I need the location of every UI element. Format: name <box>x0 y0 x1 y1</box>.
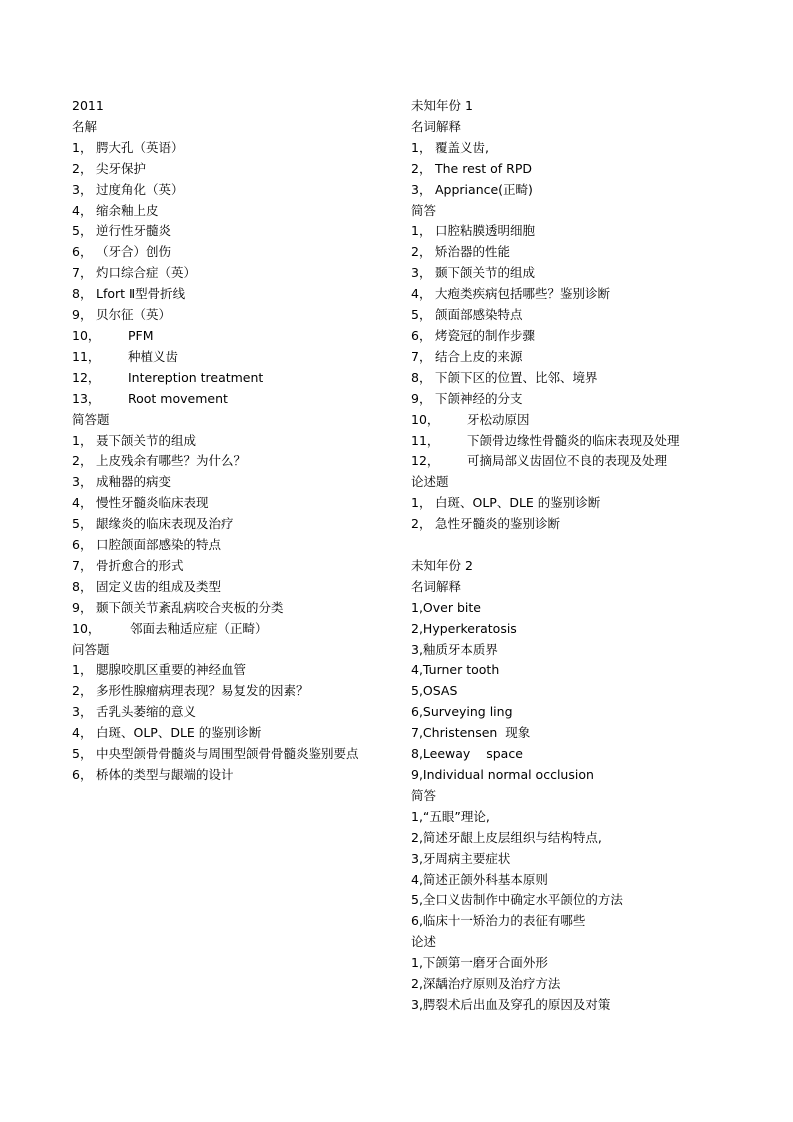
subsection-title: 简答 <box>411 787 437 803</box>
item-text: 腮腺咬肌区重要的神经血管 <box>96 662 247 678</box>
item-text: Intereption treatment <box>128 369 264 385</box>
list-item: 2,Hyperkeratosis <box>411 620 517 636</box>
item-text: 骨折愈合的形式 <box>96 557 184 573</box>
item-text: 缩余釉上皮 <box>96 202 159 218</box>
item-text: 中央型颌骨骨髓炎与周围型颌骨骨髓炎鉴别要点 <box>96 746 359 762</box>
item-text: 多形性腺瘤病理表现？易复发的因素？ <box>96 683 309 699</box>
item-number: 6， <box>411 327 432 343</box>
spacer <box>411 535 711 556</box>
item-text: 大疱类疾病包括哪些？鉴别诊断 <box>435 286 611 302</box>
list-item <box>72 284 390 305</box>
item-text: 白斑、OLP、DLE 的鉴别诊断 <box>96 725 262 741</box>
item-number: 3， <box>72 474 93 490</box>
item-number: 4， <box>72 495 93 511</box>
list-item <box>411 451 711 472</box>
item-text: 矫治器的性能 <box>435 244 511 260</box>
list-item <box>411 368 711 389</box>
subsection-title: 简答 <box>411 202 437 218</box>
list-item <box>72 221 390 242</box>
list-item: 3,牙周病主要症状 <box>411 850 511 866</box>
item-text: The rest of RPD <box>435 160 533 176</box>
list-item: 9,Individual normal occlusion <box>411 766 594 782</box>
list-item <box>411 180 711 201</box>
list-item <box>72 305 390 326</box>
list-item: 5,OSAS <box>411 683 458 699</box>
list-item <box>411 221 711 242</box>
item-number: 11， <box>72 348 101 364</box>
list-item <box>72 138 390 159</box>
year-heading: 2011 <box>72 98 104 113</box>
item-number: 5， <box>72 746 93 762</box>
item-number: 4， <box>72 725 93 741</box>
item-text: 结合上皮的来源 <box>435 348 523 364</box>
item-text: 颞下颌关节紊乱病咬合夹板的分类 <box>96 599 284 615</box>
item-text: 尖牙保护 <box>96 160 147 176</box>
item-number: 6， <box>72 244 93 260</box>
list-item <box>72 159 390 180</box>
list-item <box>411 305 711 326</box>
item-number: 5， <box>72 516 93 532</box>
list-item <box>72 201 390 222</box>
list-item: 3,釉质牙本质界 <box>411 641 498 657</box>
list-item <box>411 389 711 410</box>
item-text: 慢性牙髓炎临床表现 <box>96 495 209 511</box>
item-text: 舌乳头萎缩的意义 <box>96 704 197 720</box>
item-number: 5， <box>411 307 432 323</box>
list-item <box>411 159 711 180</box>
list-item: 4,简述正颌外科基本原则 <box>411 871 548 887</box>
item-text: 腭大孔（英语） <box>96 139 184 155</box>
item-text: 邻面去釉适应症（正畸） <box>130 620 268 636</box>
item-text: （牙合）创伤 <box>96 244 172 260</box>
list-item <box>72 389 390 410</box>
list-item <box>72 556 390 577</box>
item-text: 下颌下区的位置、比邻、境界 <box>435 369 598 385</box>
list-item <box>72 451 390 472</box>
item-text: Lfort Ⅱ型骨折线 <box>96 286 186 302</box>
item-number: 8， <box>72 578 93 594</box>
list-item: 5,全口义齿制作中确定水平颌位的方法 <box>411 892 623 908</box>
item-number: 2， <box>411 244 432 260</box>
item-number: 8， <box>72 286 93 302</box>
item-number: 3， <box>72 704 93 720</box>
item-text: 下颌骨边缘性骨髓炎的临床表现及处理 <box>467 432 680 448</box>
subsection-title: 名词解释 <box>411 118 462 134</box>
list-item <box>72 598 390 619</box>
item-number: 1， <box>72 139 93 155</box>
item-number: 1， <box>411 223 432 239</box>
list-item <box>411 284 711 305</box>
item-number: 13， <box>72 390 101 406</box>
item-number: 9， <box>411 390 432 406</box>
item-number: 10， <box>411 411 440 427</box>
list-item <box>72 681 390 702</box>
list-item <box>72 514 390 535</box>
item-text: 口腔粘膜透明细胞 <box>435 223 536 239</box>
list-item <box>72 660 390 681</box>
item-number: 9， <box>72 599 93 615</box>
list-item <box>72 723 390 744</box>
right-column <box>411 96 711 1016</box>
list-item <box>411 410 711 431</box>
item-number: 12， <box>411 453 440 469</box>
item-number: 7， <box>411 348 432 364</box>
list-item <box>72 472 390 493</box>
list-item <box>411 347 711 368</box>
item-text: PFM <box>128 327 154 343</box>
subsection-title: 名词解释 <box>411 578 462 594</box>
list-item: 4,Turner tooth <box>411 662 500 678</box>
item-number: 6， <box>72 537 93 553</box>
list-item: 6,临床十一矫治力的表征有哪些 <box>411 913 586 929</box>
item-number: 2， <box>411 516 432 532</box>
item-text: 可摘局部义齿固位不良的表现及处理 <box>467 453 668 469</box>
item-number: 3， <box>411 181 432 197</box>
list-item <box>72 744 390 765</box>
list-item: 7,Christensen 现象 <box>411 725 531 741</box>
item-text: 覆盖义齿, <box>435 139 489 155</box>
list-item <box>72 431 390 452</box>
item-text: 烤瓷冠的制作步骤 <box>435 327 536 343</box>
item-number: 12， <box>72 369 101 385</box>
subsection-title: 论述题 <box>411 474 449 490</box>
list-item <box>411 431 711 452</box>
item-text: 固定义齿的组成及类型 <box>96 578 222 594</box>
item-text: 桥体的类型与龈端的设计 <box>96 767 234 782</box>
subsection-title: 论述 <box>411 934 437 950</box>
list-item: 6,Surveying ling <box>411 704 513 720</box>
item-text: 贝尔征（英） <box>96 307 172 323</box>
item-number: 5， <box>72 223 93 239</box>
list-item <box>72 326 390 347</box>
item-number: 2， <box>72 160 93 176</box>
list-item <box>72 577 390 598</box>
list-item <box>72 180 390 201</box>
list-item <box>411 493 711 514</box>
item-text: 颞下颌关节的组成 <box>435 265 536 281</box>
item-text: 聂下颌关节的组成 <box>96 432 197 448</box>
item-text: 牙松动原因 <box>467 411 530 427</box>
item-number: 9， <box>72 307 93 323</box>
item-number: 2， <box>72 453 93 469</box>
list-item: 2,深龋治疗原则及治疗方法 <box>411 976 561 992</box>
left-column <box>72 96 390 786</box>
item-number: 7， <box>72 265 93 281</box>
item-text: 下颌神经的分支 <box>435 390 523 406</box>
item-number: 10， <box>72 327 101 343</box>
list-item <box>411 242 711 263</box>
list-item <box>72 242 390 263</box>
item-number: 8， <box>411 369 432 385</box>
item-number: 2， <box>411 160 432 176</box>
item-number: 2， <box>72 683 93 699</box>
item-text: 种植义齿 <box>128 348 179 364</box>
item-number: 4， <box>72 202 93 218</box>
item-text: 灼口综合症（英） <box>96 265 197 281</box>
list-item: 3,腭裂术后出血及穿孔的原因及对策 <box>411 996 611 1012</box>
item-text: 上皮残余有哪些？为什么？ <box>96 453 247 469</box>
section-title-mingjie: 名解 <box>72 118 98 134</box>
item-text: 逆行性牙髓炎 <box>96 223 172 239</box>
list-item <box>72 765 390 786</box>
item-text: 成釉器的病变 <box>96 474 172 490</box>
item-text: Root movement <box>128 390 228 406</box>
item-number: 1， <box>411 495 432 511</box>
item-text: 急性牙髓炎的鉴别诊断 <box>435 516 561 532</box>
list-item: 2,简述牙龈上皮层组织与结构特点, <box>411 829 602 845</box>
list-item <box>411 263 711 284</box>
item-number: 4， <box>411 286 432 302</box>
list-item: 1,“五眼”理论, <box>411 808 490 824</box>
item-text: 口腔颌面部感染的特点 <box>96 537 222 553</box>
item-number: 3， <box>411 265 432 281</box>
list-item <box>72 493 390 514</box>
item-number: 7， <box>72 557 93 573</box>
item-number: 1， <box>72 432 93 448</box>
item-number: 1， <box>411 139 432 155</box>
item-number: 6， <box>72 767 93 782</box>
list-item: 1,下颌第一磨牙合面外形 <box>411 955 548 971</box>
list-item <box>72 619 390 640</box>
list-item: 8,Leeway space <box>411 746 523 762</box>
item-text: 过度角化（英） <box>96 181 184 197</box>
section-title-wendati: 问答题 <box>72 641 110 657</box>
list-item <box>72 535 390 556</box>
list-item: 1,Over bite <box>411 599 481 615</box>
item-text: 颌面部感染特点 <box>435 307 523 323</box>
list-item <box>72 263 390 284</box>
list-item <box>411 326 711 347</box>
list-item <box>72 347 390 368</box>
list-item <box>411 138 711 159</box>
item-number: 10， <box>72 620 101 636</box>
block-title-unknown-year-2: 未知年份 2 <box>411 557 473 573</box>
item-text: 龈缘炎的临床表现及治疗 <box>96 516 234 532</box>
section-title-jiandati: 简答题 <box>72 411 110 427</box>
item-text: 白斑、OLP、DLE 的鉴别诊断 <box>435 495 601 511</box>
item-number: 1， <box>72 662 93 678</box>
list-item <box>411 514 711 535</box>
item-text: Appriance(正畸) <box>435 181 533 197</box>
list-item <box>72 702 390 723</box>
item-number: 11， <box>411 432 440 448</box>
list-item <box>72 368 390 389</box>
item-number: 3， <box>72 181 93 197</box>
block-title-unknown-year-1: 未知年份 1 <box>411 98 473 113</box>
